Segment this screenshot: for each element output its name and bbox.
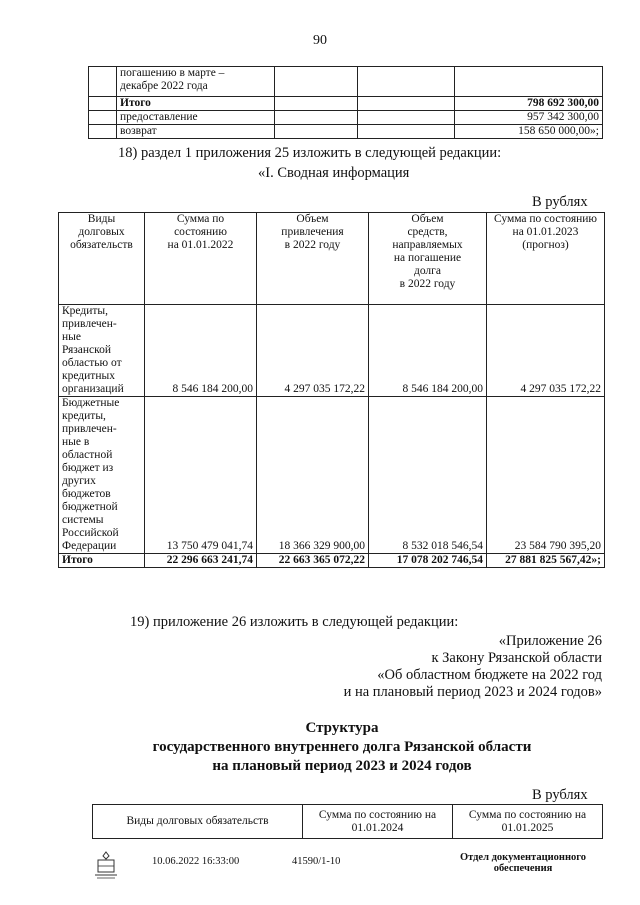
value-cell: 8 532 018 546,54	[369, 397, 487, 554]
header-cell: Сумма по состоянию на 01.01.2024	[303, 805, 453, 839]
value-cell: 4 297 035 172,22	[257, 305, 369, 397]
value-cell: 13 750 479 041,74	[145, 397, 257, 554]
table-row	[89, 111, 603, 125]
value-cell: 8 546 184 200,00	[145, 305, 257, 397]
value-cell: 22 663 365 072,22	[257, 554, 369, 568]
units-label: В рублях	[532, 787, 588, 803]
value-cell: 27 881 825 567,42»;	[487, 554, 605, 568]
row-value: 957 342 300,00	[455, 111, 603, 125]
header-cell: Сумма по состоянию на 01.01.2022	[145, 213, 257, 305]
page-number: 90	[313, 33, 327, 48]
item-18: 18) раздел 1 приложения 25 изложить в следующей редакции:	[118, 145, 502, 161]
table-row	[59, 397, 605, 554]
value-cell: 17 078 202 746,54	[369, 554, 487, 568]
total-row	[59, 554, 605, 568]
row-label: погашению в марте – декабре 2022 года	[117, 67, 275, 97]
coat-of-arms-icon	[92, 850, 120, 880]
header-row	[59, 213, 605, 305]
header-cell: Виды долговых обязательств	[93, 805, 303, 839]
table-row	[89, 125, 603, 139]
structure-title: Структура государственного внутреннего долга Рязанской области на плановый период 2023 и 2024 годов	[152, 720, 532, 774]
table-row	[59, 305, 605, 397]
row-value: 798 692 300,00	[455, 97, 603, 111]
top-table	[88, 66, 603, 139]
structure-table	[92, 804, 603, 839]
value-cell: 8 546 184 200,00	[369, 305, 487, 397]
section-title: «I. Сводная информация	[258, 165, 410, 181]
footer-doc-number: 41590/1-10	[292, 856, 341, 867]
header-cell: Объем средств, направляемых на погашение долга в 2022 году	[369, 213, 487, 305]
footer-department: Отдел документационного обеспечения	[459, 852, 587, 874]
seal-logo	[92, 850, 120, 880]
value-cell: 18 366 329 900,00	[257, 397, 369, 554]
row-label: предоставление	[117, 111, 275, 125]
row-label: Итого	[59, 554, 145, 568]
row-label: Итого	[117, 97, 275, 111]
header-row	[93, 805, 603, 839]
row-label: Бюджетные кредиты, привлечен- ные в областной бюджет из других бюджетов бюджетной системы Российской Федерации	[59, 397, 145, 554]
table-row	[89, 67, 603, 97]
header-cell: Сумма по состоянию на 01.01.2023 (прогноз)	[487, 213, 605, 305]
item-19: 19) приложение 26 изложить в следующей редакции:	[130, 614, 459, 630]
row-value: 158 650 000,00»;	[455, 125, 603, 139]
header-cell: Объем привлечения в 2022 году	[257, 213, 369, 305]
header-cell: Виды долговых обязательств	[59, 213, 145, 305]
summary-table	[58, 212, 605, 568]
footer-datetime: 10.06.2022 16:33:00	[152, 856, 240, 867]
header-cell: Сумма по состоянию на 01.01.2025	[453, 805, 603, 839]
row-label: возврат	[117, 125, 275, 139]
value-cell: 22 296 663 241,74	[145, 554, 257, 568]
value-cell: 4 297 035 172,22	[487, 305, 605, 397]
table-row	[89, 97, 603, 111]
appendix-header: «Приложение 26 к Закону Рязанской области «Об областном бюджете на 2022 год и на плановый период 2023 и 2024 годов»	[343, 633, 602, 700]
row-label: Кредиты, привлечен- ные Рязанской областью от кредитных организаций	[59, 305, 145, 397]
value-cell: 23 584 790 395,20	[487, 397, 605, 554]
units-label: В рублях	[532, 194, 588, 210]
